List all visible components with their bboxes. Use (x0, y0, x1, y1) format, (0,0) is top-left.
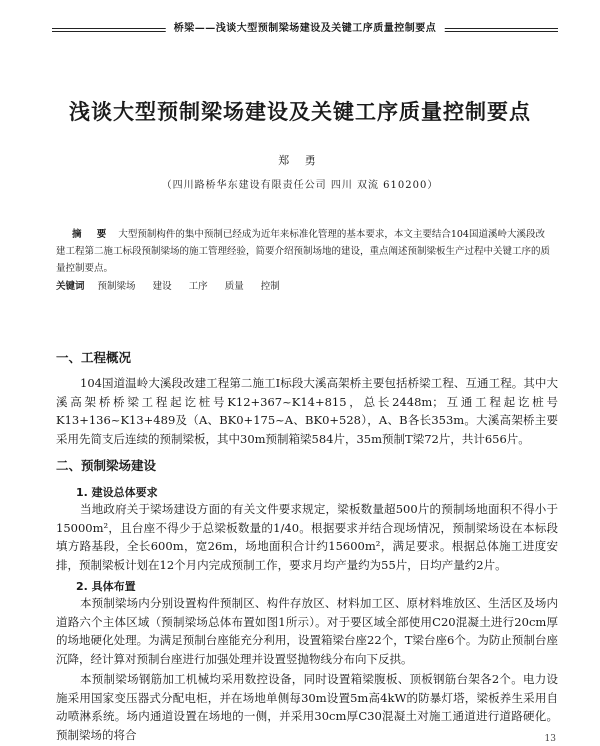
page-number: 13 (544, 734, 556, 744)
keyword: 工序 (188, 281, 208, 292)
abstract-label: 摘 要 (72, 229, 113, 240)
subsection-heading-2-1: 1. 建设总体要求 (76, 486, 158, 499)
keyword: 建设 (152, 281, 172, 292)
section-heading-2: 二、预制梁场建设 (56, 458, 157, 473)
running-head-text: 桥梁——浅谈大型预制梁场建设及关键工序质量控制要点 (166, 19, 445, 34)
keyword: 预制梁场 (97, 281, 136, 292)
subsection-2-1-paragraph: 当地政府关于梁场建设方面的有关文件要求规定，梁板数量超500片的预制场地面积不得小于15000m²，且台座不得少于总梁板数量的1/40。根据要求并结合现场情况，预制梁场设在本标段填方路基段，全长600m，宽26m，场地面积合计约15600m²，满足要求。根据总体施工进度安排，预制梁板计划在12个月内完成预制工作，要求月均产量约为55片，日均产量约2片。 (56, 502, 558, 572)
running-header (52, 14, 558, 42)
keywords-label: 关键词 (56, 281, 85, 292)
subsection-2-2-paragraph-2: 本预制梁场钢筋加工机械均采用数控设备，同时设置箱梁腹板、顶板钢筋台架各2个。电力设施采用国家变压器式分配电柜，并在场地单侧每30m设置5m高4kW的防暴灯塔，梁板养生采用自动喷淋系统。场内通道设置在场地的一侧，并采用30cm厚C30混凝土对施工通道进行道路硬化。预制梁场的将合 (56, 672, 558, 742)
abstract (56, 226, 550, 277)
keyword: 质量 (224, 281, 244, 292)
paper-title: 浅谈大型预制梁场建设及关键工序质量控制要点 (69, 100, 531, 124)
section-1-paragraph: 104国道温岭大溪段改建工程第二施工Ⅰ标段大溪高架桥主要包括桥梁工程、互通工程。其中大溪高架桥桥梁工程起讫桩号K12+367~K14+815，总长2448m；互通工程起讫桩号K13+136~K13+489及（A、BK0+175~A、BK0+528），A、B各长353m。大溪高架桥主要采用先简支后连续的预制梁板，其中30m预制箱梁584片，35m预制T梁72片，共计656片。 (56, 376, 558, 446)
keywords (56, 278, 550, 292)
subsection-heading-2-2: 2. 具体布置 (76, 580, 136, 593)
subsection-2-2-paragraph-1: 本预制梁场内分别设置构件预制区、构件存放区、材料加工区、原材料堆放区、生活区及场内道路六个主体区域（预制梁场总体布置如图1所示）。对于要区域全部使用C20混凝土进行20cm厚的场地硬化处理。为满足预制台座能充分利用，设置箱梁台座22个，T梁台座6个。为防止预制台座沉降，经计算对预制台座进行加强处理并设置竖抛物线分布向下反拱。 (56, 596, 558, 666)
author-name: 郑 勇 (278, 154, 322, 167)
author-affiliation: （四川路桥华东建设有限责任公司 四川 双流 610200） (161, 180, 439, 191)
abstract-text: 大型预制构件的集中预制已经成为近年来标准化管理的基本要求，本文主要结合104国道溪岭大溪段改建工程第二施工标段预制梁场的施工管理经验，简要介绍预制场地的建设，重点阐述预制梁板生产过程中关键工序的质量控制要点。 (56, 229, 551, 274)
keyword: 控制 (260, 281, 280, 292)
section-heading-1: 一、工程概况 (56, 350, 132, 365)
